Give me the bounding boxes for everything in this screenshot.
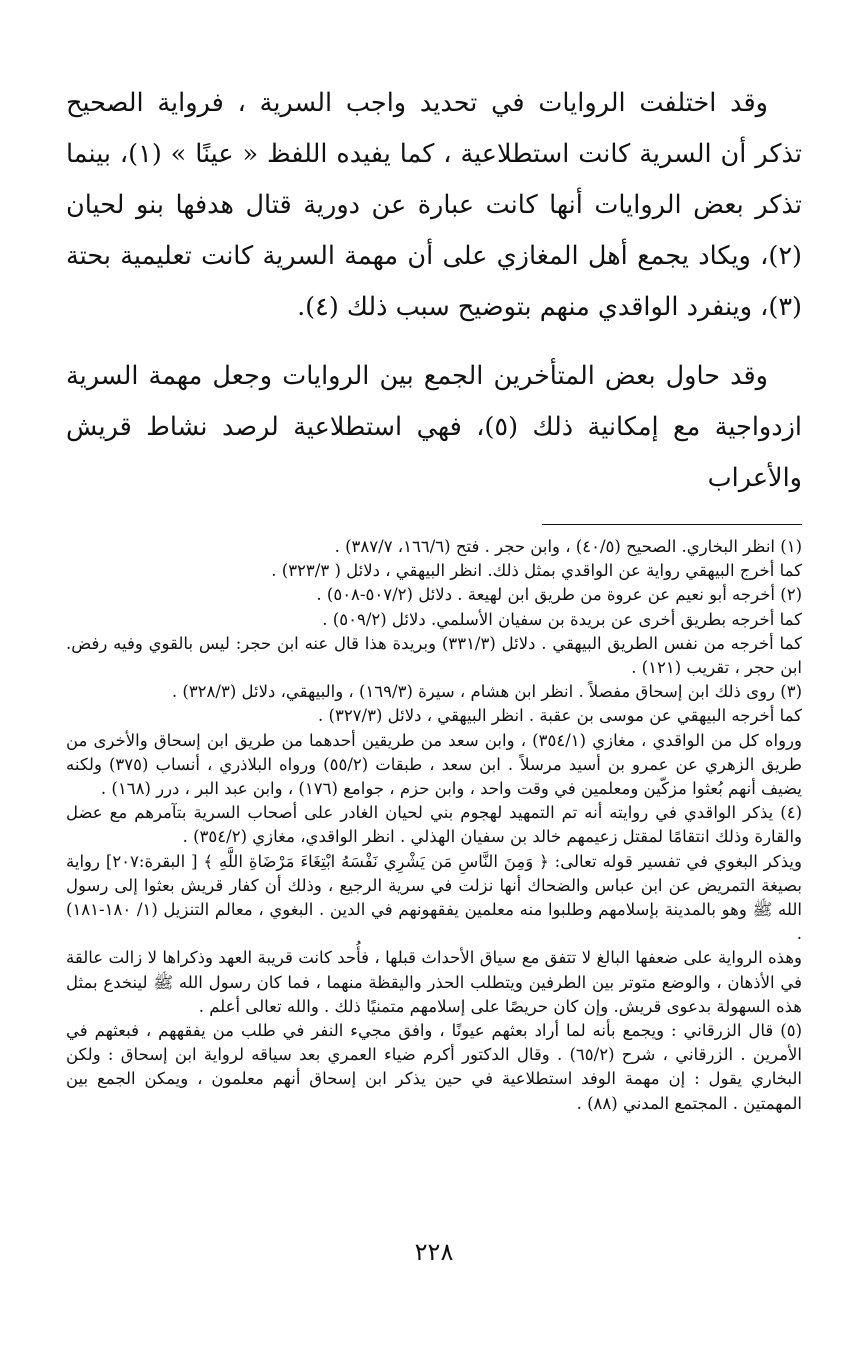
footnote-2: (٢) أخرجه أبو نعيم عن عروة من طريق ابن لهيعة . دلائل (٥٠٧/٢-٥٠٨) . [316, 585, 802, 605]
page-number: ٢٢٨ [414, 1238, 454, 1266]
footnote-4: (٤) يذكر الواقدي في روايته أنه تم التمهيد لهجوم بني لحيان الغادر على أصحاب السرية بتآمرهم مع عضل والقارة وذلك انتقامًا لمقتل زعيمهم خالد بن سفيان الهذلي . انظر الواقدي، مغازي (٣٥٤/٢) . [66, 803, 802, 847]
footnote-1: (١) انظر البخاري. الصحيح (٤٠/٥) ، وابن حجر . فتح (١٦٦/٦، ٣٨٧/٧) . [334, 537, 802, 556]
footnote-4-cont-b: وهذه الرواية على ضعفها البالغ لا تتفق مع سياق الأحداث قبلها ، فأُحد كانت قريبة العهد وذكراها لا زالت عالقة في الأذهان ، والوضع متوتر بين الطرفين ويتطلب الحذر واليقظة منهما ، فما كان رسول الله ﷺ لينخدع بمثل هذه السهولة بدعوى قريش. وإن كان حريصًا على إسلامهم متمنيًا ذلك . والله تعالى أعلم . [66, 948, 802, 1016]
footnote-3: (٣) روى ذلك ابن إسحاق مفصلاً . انظر ابن هشام ، سيرة (١٦٩/٣) ، والبيهقي، دلائل (٣٢٨/٣) . [171, 682, 802, 702]
body-paragraph-1: وقد اختلفت الروايات في تحديد واجب السرية ، فرواية الصحيح تذكر أن السرية كانت استطلاعية ، كما يفيده اللفظ « عينًا » (١)، بينما تذكر بعض الروايات أنها كانت عبارة عن دورية قتال هدفها بنو لحيان (٢)، ويكاد يجمع أهل المغازي على أن مهمة السرية كانت تعليمية بحتة (٣)، وينفرد الواقدي منهم بتوضيح سبب ذلك (٤). [66, 88, 802, 322]
footnote-separator [542, 524, 802, 525]
page-content [66, 78, 802, 1116]
footnotes [66, 535, 802, 1116]
footnote-4-cont-a: ويذكر البغوي في تفسير قوله تعالى: ﴿ وَمِنَ النَّاسِ مَن يَشْرِي نَفْسَهُ ابْتِغَاءَ مَرْضَاةِ اللَّهِ ﴾ [ البقرة:٢٠٧] رواية بصيغة التمريض عن ابن عباس والضحاك أنها نزلت في سرية الرجيع ، وذلك أن كفار قريش بعثوا إلى رسول الله ﷺ وهو بالمدينة بإسلامهم وطلبوا منه معلمين يفقهونهم في الدين . البغوي ، معالم التنزيل (١/ ١٨٠-١٨١) . [66, 851, 802, 944]
footnote-2-cont-b: كما أخرجه من نفس الطريق البيهقي . دلائل (٣٣١/٣) وبريدة هذا قال عنه ابن حجر: ليس بالقوي وفيه رفض. ابن حجر ، تقريب (١٢١) . [66, 633, 802, 678]
footnote-1-cont: كما أخرج البيهقي رواية عن الواقدي بمثل ذلك. انظر البيهقي ، دلائل ( ٣٢٣/٣) . [271, 561, 802, 581]
main-text [66, 78, 802, 504]
footnote-5: (٥) قال الزرقاني : ويجمع بأنه لما أراد بعثهم عيونًا ، وافق مجيء النفر في طلب من يفقههم ، فبعثهم في الأمرين . الزرقاني ، شرح (٦٥/٢) . وقال الدكتور أكرم ضياء العمري بعد سياقه لرواية ابن إسحاق : ولكن البخاري يقول : إن مهمة الوفد استطلاعية في حين يذكر ابن إسحاق أنهم معلمون ، ويمكن الجمع بين المهمتين . المجتمع المدني (٨٨) . [66, 1021, 802, 1113]
footnote-3-cont-b: ورواه كل من الواقدي ، مغازي (٣٥٤/١) ، وابن سعد من طريقين أحدهما من طريق ابن إسحاق والأخرى من طريق الزهري عن عمرو بن أسيد مرسلاً . ابن سعد ، طبقات (٥٥/٢) ورواه البلاذري ، أنساب (٣٧٥) ولكنه يضيف أنهم بُعثوا مزكّين ومعلمين في وقت واحد ، وابن حزم ، جوامع (١٧٦) ، وابن عبد البر ، درر (١٦٨) . [66, 730, 802, 799]
footnote-2-cont-a: كما أخرجه بطريق أخرى عن بريدة بن سفيان الأسلمي. دلائل (٥٠٩/٢) . [322, 609, 802, 629]
body-paragraph-2: وقد حاول بعض المتأخرين الجمع بين الروايات وجعل مهمة السرية ازدواجية مع إمكانية ذلك (٥)، فهي استطلاعية لرصد نشاط قريش والأعراب [66, 361, 802, 493]
footnote-3-cont-a: كما أخرجه البيهقي عن موسى بن عقبة . انظر البيهقي ، دلائل (٣٢٧/٣) . [318, 706, 802, 726]
